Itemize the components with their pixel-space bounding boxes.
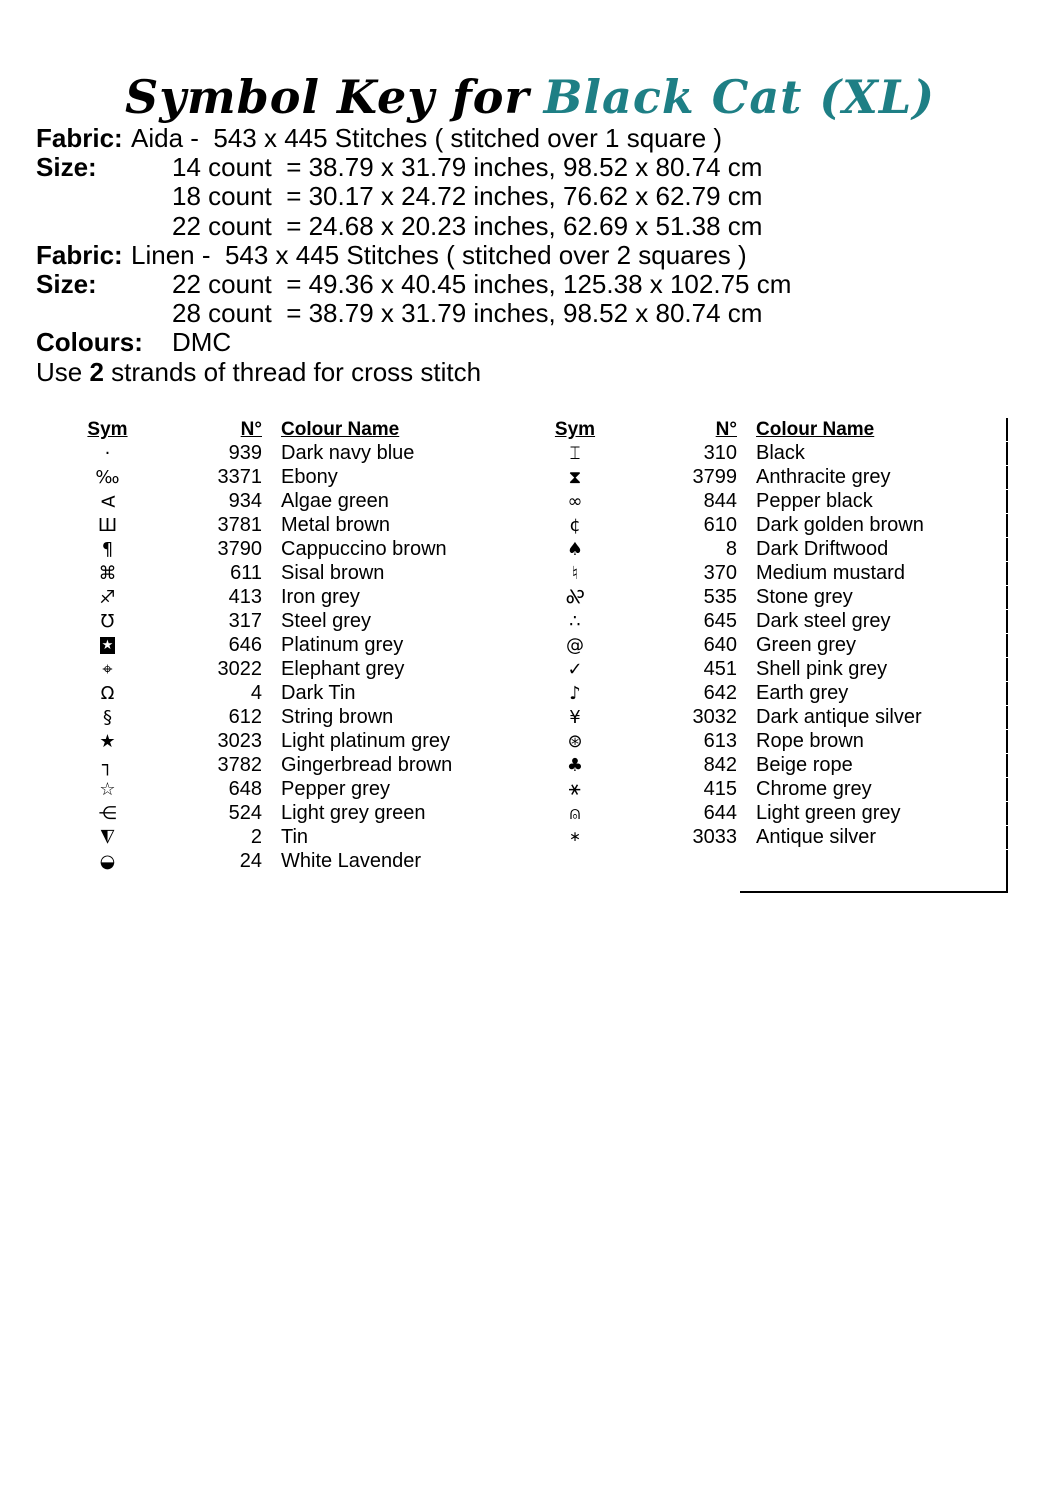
symbol-cell (540, 562, 610, 585)
symbol-cell (540, 442, 610, 465)
symbol-cell (540, 730, 610, 753)
stitch-symbol: ⊛ (567, 731, 583, 753)
table-header (80, 418, 540, 441)
stitch-symbol: ♐ (99, 587, 116, 609)
colour-name-cell: Dark navy blue (281, 442, 415, 464)
symbol-cell (80, 610, 135, 633)
stitch-symbol: ⌘ (98, 563, 117, 585)
spec-label: Size: (36, 152, 97, 183)
stitch-symbol: ♪ (569, 683, 581, 705)
table-row (540, 754, 1008, 777)
table-row (540, 826, 1008, 849)
table-row (80, 706, 540, 729)
stitch-symbol: ¢ (569, 515, 581, 537)
symbol-cell (80, 802, 135, 825)
dmc-number-cell: 451 (703, 658, 737, 680)
dmc-number-cell: 612 (228, 706, 262, 728)
dmc-number-cell: 934 (228, 490, 262, 512)
table-row (80, 514, 540, 537)
symbol-cell (540, 682, 610, 705)
dmc-number-cell: 3781 (217, 514, 262, 536)
table-row (80, 826, 540, 849)
usage-line (36, 358, 791, 387)
symbol-cell (540, 658, 610, 681)
symbol-cell (80, 850, 135, 873)
spec-label (36, 299, 131, 328)
stitch-symbol: ┐ (102, 755, 113, 777)
colour-name-cell: Sisal brown (281, 562, 385, 584)
spec-text: 22 count = 49.36 x 40.45 inches, 125.38 x 102.75 cm (172, 269, 792, 300)
table-row (80, 850, 540, 873)
symbol-cell (80, 514, 135, 537)
header-colour-name: Colour Name (281, 419, 400, 440)
spec-label: Fabric: (36, 239, 123, 270)
stitch-symbol: ⌖ (102, 659, 113, 681)
key-column-left (80, 418, 540, 893)
symbol-cell (80, 658, 135, 681)
stitch-symbol: ¥ (569, 707, 581, 729)
stitch-symbol: ∗ (569, 829, 581, 846)
dmc-number-cell: 3022 (217, 658, 262, 680)
symbol-cell (540, 706, 610, 729)
stitch-symbol: ◒ (99, 851, 116, 873)
colour-name-cell: Dark golden brown (756, 514, 924, 536)
colour-name-cell: Cappuccino brown (281, 538, 447, 560)
colour-name-cell: Rope brown (756, 730, 864, 752)
table-row (80, 658, 540, 681)
dmc-number-cell: 3023 (217, 730, 262, 752)
table-row (540, 778, 1008, 801)
dmc-number-cell: 648 (228, 778, 262, 800)
stitch-symbol: ∞ (567, 491, 583, 513)
dmc-number-cell: 640 (703, 634, 737, 656)
spec-row (36, 328, 791, 357)
symbol-cell (540, 802, 610, 825)
symbol-cell (80, 490, 135, 513)
table-row (540, 586, 1008, 609)
dmc-number-cell: 317 (228, 610, 262, 632)
symbol-cell (540, 586, 610, 609)
dmc-number-cell: 415 (703, 778, 737, 800)
table-row (540, 514, 1008, 537)
table-row (80, 634, 540, 657)
colour-name-cell: Dark antique silver (756, 706, 922, 728)
table-row (540, 730, 1008, 753)
spec-text: Linen - 543 x 445 Stitches ( stitched over 2 squares ) (131, 239, 747, 270)
dmc-number-cell: 646 (228, 634, 262, 656)
colour-name-cell: Dark Driftwood (756, 538, 889, 560)
colour-name-cell: Stone grey (756, 586, 853, 608)
colour-name-cell: Chrome grey (756, 778, 872, 800)
header-number: N° (715, 419, 737, 440)
dmc-number-cell: 611 (230, 562, 262, 584)
symbol-cell (80, 778, 135, 801)
colour-name-cell: Medium mustard (756, 562, 905, 584)
spec-text: 28 count = 38.79 x 31.79 inches, 98.52 x 80.74 cm (172, 298, 763, 329)
symbol-cell (540, 514, 610, 537)
symbol-cell (80, 634, 135, 657)
table-row (540, 466, 1008, 489)
spec-rows-host (36, 124, 791, 358)
colour-name-cell: Beige rope (756, 754, 853, 776)
title-prefix: Symbol Key for (125, 70, 530, 124)
table-row (540, 538, 1008, 561)
table-row (540, 802, 1008, 825)
stitch-symbol: @ (566, 635, 584, 657)
usage-suffix: strands of thread for cross stitch (103, 356, 482, 387)
symbol-cell (80, 538, 135, 561)
dmc-number-cell: 939 (228, 442, 262, 464)
table-row (80, 610, 540, 633)
symbol-cell (540, 610, 610, 633)
spec-label: Size: (36, 269, 97, 300)
stitch-symbol: ℧ (100, 611, 115, 633)
colour-name-cell: Earth grey (756, 682, 849, 704)
table-row (540, 490, 1008, 513)
symbol-cell (80, 730, 135, 753)
table-row (80, 538, 540, 561)
colour-name-cell: White Lavender (281, 850, 422, 872)
stitch-symbol: ∀ (96, 495, 118, 508)
dmc-number-cell: 310 (703, 442, 737, 464)
table-row (80, 682, 540, 705)
usage-prefix: Use (36, 356, 90, 387)
symbol-cell (540, 634, 610, 657)
spec-text: Aida - 543 x 445 Stitches ( stitched over 1 square ) (131, 123, 723, 153)
dmc-number-cell: 413 (228, 586, 262, 608)
spec-text: DMC (172, 327, 232, 358)
spec-text: 18 count = 30.17 x 24.72 inches, 76.62 x 62.79 cm (172, 181, 763, 212)
table-row (80, 442, 540, 465)
table-row (540, 442, 1008, 465)
table-row (540, 682, 1008, 705)
spec-row (36, 241, 791, 270)
dmc-number-cell: 844 (703, 490, 737, 512)
spec-label (36, 212, 131, 241)
colour-name-cell: Antique silver (756, 826, 877, 848)
spec-row (36, 182, 791, 211)
spec-row (36, 153, 791, 182)
dmc-number-cell: 610 (703, 514, 737, 536)
spec-row (36, 212, 791, 241)
dmc-number-cell: 3033 (692, 826, 737, 848)
table-row (540, 562, 1008, 585)
colour-name-cell: Light platinum grey (281, 730, 450, 752)
table-row (80, 490, 540, 513)
symbol-cell (80, 562, 135, 585)
symbol-cell (540, 466, 610, 489)
header-colour-name: Colour Name (756, 419, 875, 440)
stitch-symbol: ✓ (567, 659, 583, 681)
dmc-number-cell: 2 (250, 826, 262, 848)
dmc-number-cell: 3790 (217, 538, 262, 560)
stitch-symbol: ¶ (101, 539, 114, 561)
colour-name-cell: Light green grey (756, 802, 901, 824)
dmc-number-cell: 3782 (217, 754, 262, 776)
stitch-symbol: ℅ (565, 587, 585, 609)
symbol-cell (80, 706, 135, 729)
table-row (80, 466, 540, 489)
symbol-cell (540, 778, 610, 801)
stitch-symbol: ⍝ (569, 803, 581, 825)
dmc-number-cell: 3032 (692, 706, 737, 728)
dmc-number-cell: 642 (703, 682, 737, 704)
dmc-number-cell: 524 (228, 802, 262, 824)
colour-name-cell: Iron grey (281, 586, 360, 608)
symbol-cell (80, 466, 135, 489)
colour-name-cell: Light grey green (281, 802, 426, 824)
symbol-cell (80, 754, 135, 777)
colour-name-cell: Green grey (756, 634, 857, 656)
dmc-number-cell: 370 (703, 562, 737, 584)
symbol-cell (540, 754, 610, 777)
spec-block (36, 124, 791, 387)
symbol-cell (540, 538, 610, 561)
table-row (540, 634, 1008, 657)
colour-name-cell: Metal brown (281, 514, 390, 536)
symbol-cell (540, 490, 610, 513)
dmc-number-cell: 842 (703, 754, 737, 776)
colour-name-cell: String brown (281, 706, 394, 728)
rows-host-left (80, 442, 540, 874)
dmc-number-cell: 613 (703, 730, 737, 752)
table-row (540, 706, 1008, 729)
page-title (0, 70, 1060, 124)
table-row (80, 586, 540, 609)
symbol-key-table (80, 418, 1008, 893)
usage-strands-count: 2 (89, 356, 104, 387)
colour-name-cell: Pepper grey (281, 778, 390, 800)
stitch-symbol: ★ (101, 638, 114, 654)
table-header (540, 418, 1008, 441)
spec-row (36, 270, 791, 299)
stitch-symbol: ⧗ (568, 467, 582, 489)
colour-name-cell: Pepper black (756, 490, 873, 512)
title-pattern-name: Black Cat (XL) (543, 70, 935, 124)
table-border-filler (740, 850, 1008, 893)
table-row (540, 658, 1008, 681)
stitch-symbol: ★ (99, 731, 116, 753)
colour-name-cell: Shell pink grey (756, 658, 888, 680)
dmc-number-cell: 644 (703, 802, 737, 824)
colour-name-cell: Ebony (281, 466, 338, 488)
stitch-symbol: ∴ (569, 611, 581, 633)
spec-text: 22 count = 24.68 x 20.23 inches, 62.69 x 51.38 cm (172, 210, 763, 241)
dmc-number-cell: 3799 (692, 466, 737, 488)
stitch-symbol: ♮ (571, 563, 579, 585)
dmc-number-cell: 645 (703, 610, 737, 632)
symbol-cell (80, 442, 135, 465)
table-row (80, 778, 540, 801)
stitch-symbol: § (103, 707, 112, 729)
dmc-number-cell: 4 (250, 682, 262, 704)
colour-name-cell: Platinum grey (281, 634, 404, 656)
dmc-number-cell: 24 (239, 850, 262, 872)
stitch-symbol: ∗ (564, 782, 586, 798)
stitch-symbol: ♣ (566, 755, 584, 777)
symbol-cell (80, 826, 135, 849)
table-row (80, 730, 540, 753)
symbol-cell (540, 826, 610, 849)
colour-name-cell: Black (756, 442, 805, 464)
spec-row (36, 124, 791, 153)
stitch-symbol: Ω (100, 683, 115, 705)
colour-name-cell: Algae green (281, 490, 389, 512)
stitch-symbol: ⋲ (98, 803, 117, 825)
key-column-right (540, 418, 1008, 893)
header-sym: Sym (87, 419, 128, 440)
stitch-symbol: ◭ (100, 827, 115, 849)
stitch-symbol: Ш (97, 515, 118, 537)
symbol-cell (80, 586, 135, 609)
colour-name-cell: Dark steel grey (756, 610, 891, 632)
spec-label: Fabric: (36, 123, 123, 153)
colour-name-cell: Steel grey (281, 610, 372, 632)
spec-label (36, 182, 131, 211)
table-row (80, 802, 540, 825)
header-sym: Sym (554, 419, 596, 440)
stitch-symbol: ⌶ (569, 443, 581, 465)
table-row (540, 610, 1008, 633)
table-row (80, 754, 540, 777)
rows-host-right (540, 442, 1008, 850)
table-row (80, 562, 540, 585)
dmc-number-cell: 535 (703, 586, 737, 608)
dmc-number-cell: 3371 (217, 466, 262, 488)
colour-name-cell: Gingerbread brown (281, 754, 453, 776)
colour-name-cell: Dark Tin (281, 682, 356, 704)
colour-name-cell: Tin (281, 826, 309, 848)
spec-text: 14 count = 38.79 x 31.79 inches, 98.52 x 80.74 cm (172, 152, 763, 183)
header-number: N° (240, 419, 262, 440)
colour-name-cell: Elephant grey (281, 658, 405, 680)
dmc-number-cell: 8 (725, 538, 737, 560)
spec-row (36, 299, 791, 328)
stitch-symbol: · (104, 443, 111, 465)
symbol-cell (80, 682, 135, 705)
stitch-symbol: ☆ (99, 779, 116, 801)
colour-name-cell: Anthracite grey (756, 466, 891, 488)
stitch-symbol: ♠ (566, 539, 584, 561)
spec-label: Colours: (36, 327, 143, 358)
stitch-symbol: ‰ (95, 467, 120, 489)
